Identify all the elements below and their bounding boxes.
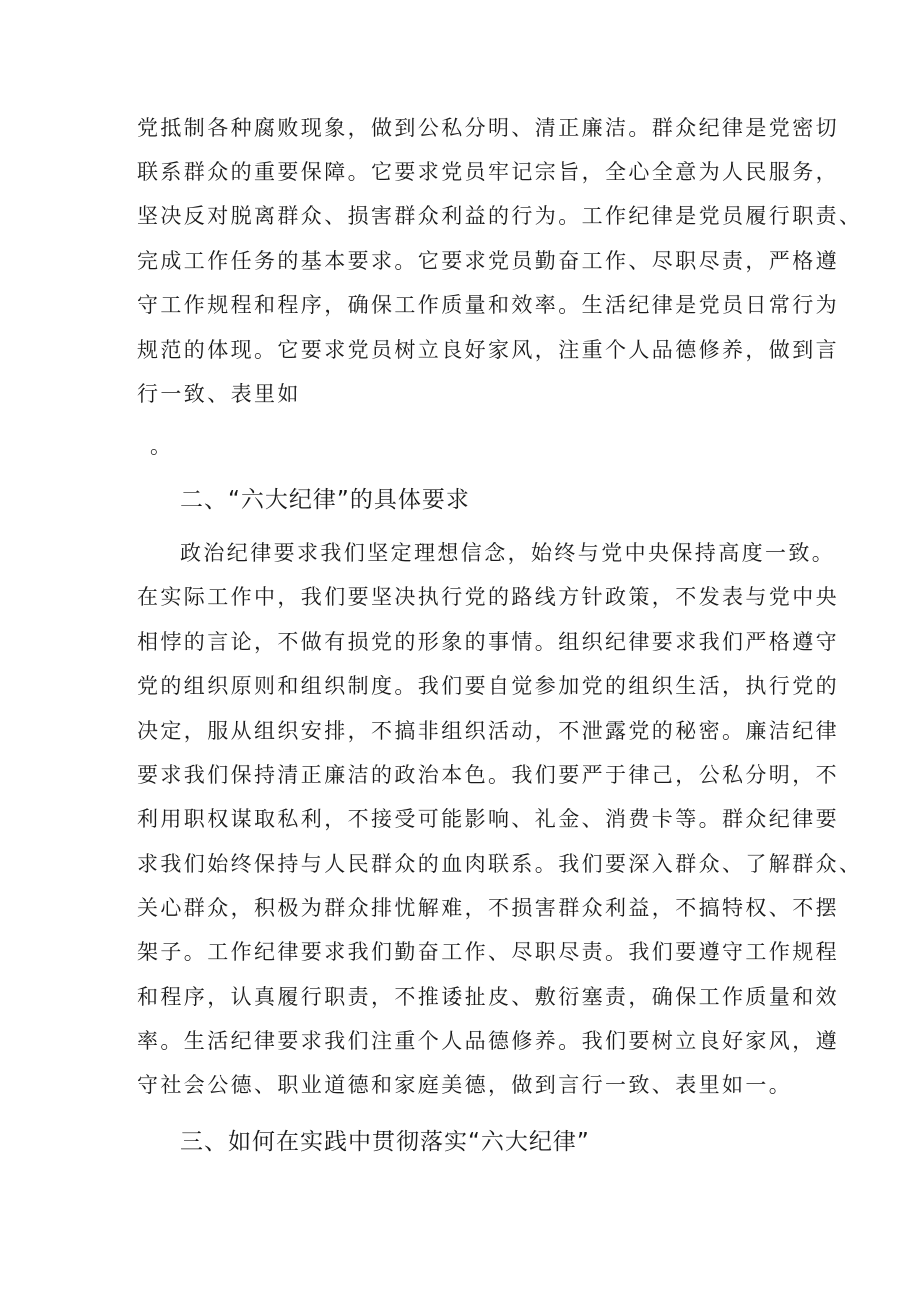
paragraph-line: 联系群众的重要保障。它要求党员牢记宗旨，全心全意为人民服务， — [137, 160, 839, 184]
paragraph-line: 在实际工作中，我们要坚决执行党的路线方针政策，不发表与党中央 — [137, 585, 839, 609]
paragraph-line: 相悖的言论，不做有损党的形象的事情。组织纪律要求我们严格遵守 — [137, 630, 839, 654]
paragraph-line: 要求我们保持清正廉洁的政治本色。我们要严于律己，公私分明，不 — [137, 763, 839, 787]
section-heading: 三、如何在实践中贯彻落实“六大纪律” — [180, 1129, 590, 1155]
section-heading: 二、“六大纪律”的具体要求 — [180, 487, 470, 513]
paragraph-line: 规范的体现。它要求党员树立良好家风，注重个人品德修养，做到言 — [137, 338, 839, 362]
paragraph-line: 架子。工作纪律要求我们勤奋工作、尽职尽责。我们要遵守工作规程 — [137, 940, 839, 964]
paragraph-line: 行一致、表里如 — [137, 382, 301, 406]
paragraph-line: 求我们始终保持与人民群众的血肉联系。我们要深入群众、了解群众、 — [137, 852, 863, 876]
paragraph-line: 率。生活纪律要求我们注重个人品德修养。我们要树立良好家风，遵 — [137, 1029, 839, 1053]
paragraph-line: 坚决反对脱离群众、损害群众利益的行为。工作纪律是党员履行职责、 — [137, 204, 863, 228]
paragraph-line: 党抵制各种腐败现象，做到公私分明、清正廉洁。群众纪律是党密切 — [137, 116, 839, 140]
paragraph-line: 决定，服从组织安排，不搞非组织活动，不泄露党的秘密。廉洁纪律 — [137, 719, 839, 743]
paragraph-line: 。 — [150, 434, 174, 458]
paragraph-line: 完成工作任务的基本要求。它要求党员勤奋工作、尽职尽责，严格遵 — [137, 249, 839, 273]
paragraph-line: 和程序，认真履行职责，不推诿扯皮、敷衍塞责，确保工作质量和效 — [137, 985, 839, 1009]
paragraph-line: 政治纪律要求我们坚定理想信念，始终与党中央保持高度一致。 — [180, 541, 836, 565]
paragraph-line: 守社会公德、职业道德和家庭美德，做到言行一致、表里如一。 — [137, 1073, 793, 1097]
paragraph-line: 关心群众，积极为群众排忧解难，不损害群众利益，不搞特权、不摆 — [137, 896, 839, 920]
paragraph-line: 利用职权谋取私利，不接受可能影响、礼金、消费卡等。群众纪律要 — [137, 807, 839, 831]
paragraph-line: 守工作规程和程序，确保工作质量和效率。生活纪律是党员日常行为 — [137, 293, 839, 317]
paragraph-line: 党的组织原则和组织制度。我们要自觉参加党的组织生活，执行党的 — [137, 674, 839, 698]
